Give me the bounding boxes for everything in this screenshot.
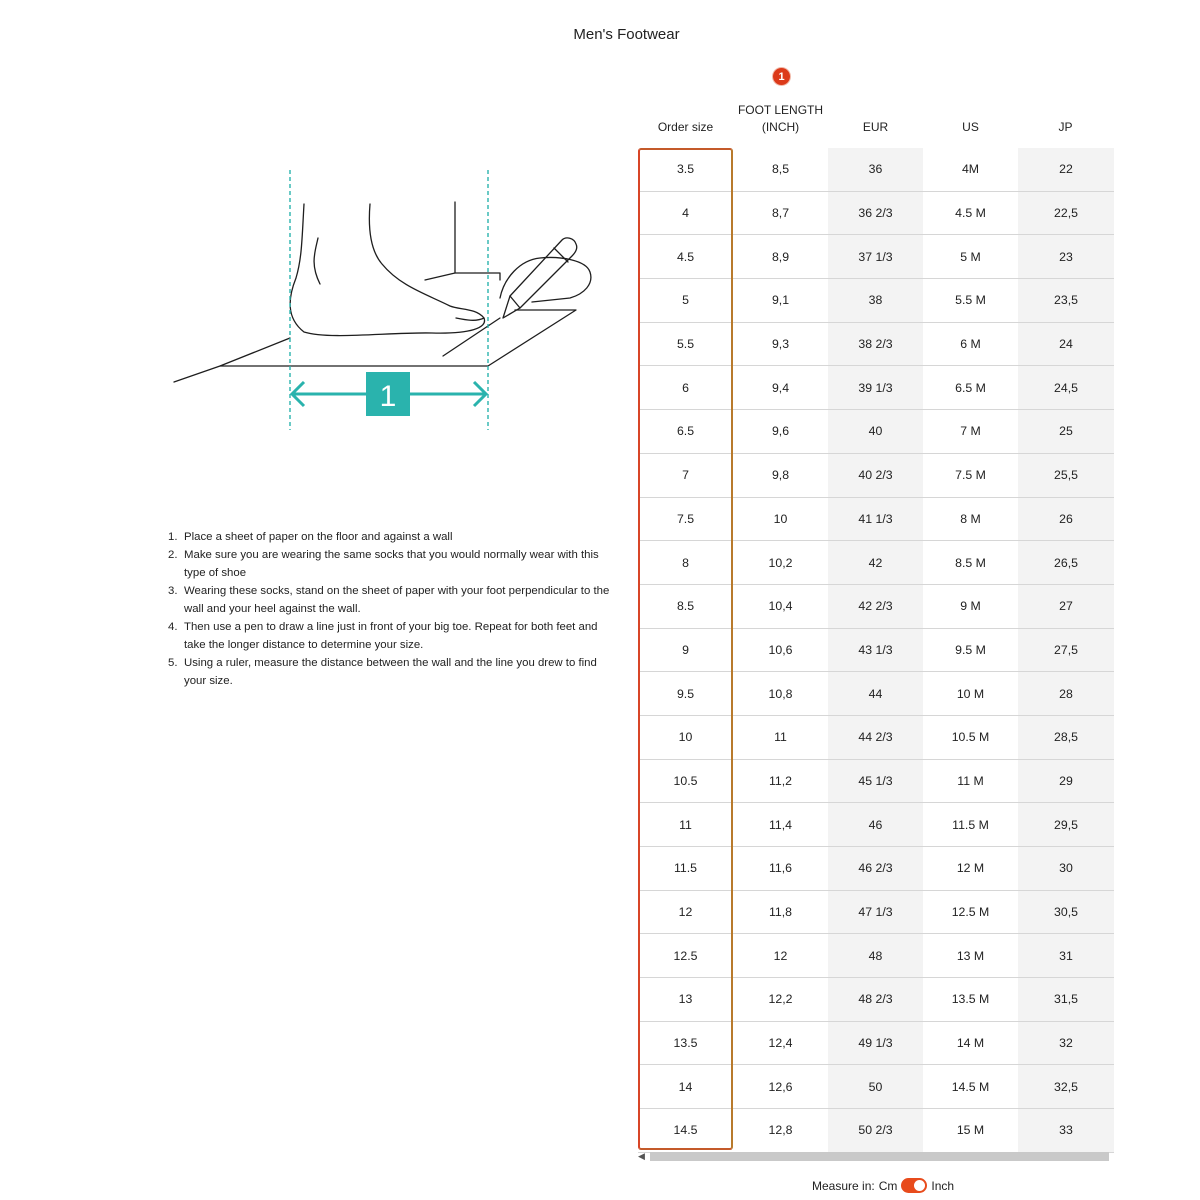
measure-option-inch[interactable]: Inch	[931, 1178, 955, 1193]
foot-length-cell: 10,6	[768, 642, 793, 657]
foot-length-cell: 8,7	[771, 206, 790, 221]
foot-length-cell: 8,5	[771, 162, 790, 177]
foot-length-cell: 9,3	[771, 337, 790, 352]
eur-cell: 43 1/3	[828, 629, 923, 672]
measure-unit-toggle-group	[812, 1178, 954, 1193]
eur-cell: 46	[828, 803, 923, 846]
table-row	[638, 1065, 1114, 1109]
foot-length-cell: 12,2	[768, 992, 793, 1007]
foot-length-cell: 9,8	[771, 468, 790, 483]
order-size-cell: 6.5	[676, 424, 695, 439]
foot-length-cell: 10,8	[768, 686, 793, 701]
table-row	[638, 498, 1114, 542]
us-cell: 10 M	[956, 686, 985, 701]
measure-option-cm[interactable]: Cm	[878, 1178, 898, 1193]
us-cell: 12 M	[956, 861, 985, 876]
header-order-size: Order size	[657, 120, 714, 134]
order-size-cell: 11.5	[673, 861, 698, 876]
foot-measure-illustration	[170, 168, 600, 438]
eur-cell: 44	[828, 672, 923, 715]
table-row	[638, 978, 1114, 1022]
jp-cell: 24,5	[1018, 366, 1114, 409]
foot-length-cell: 12	[773, 948, 788, 963]
jp-cell: 32,5	[1018, 1065, 1114, 1108]
table-row	[638, 760, 1114, 804]
order-size-cell: 8	[682, 555, 689, 570]
jp-cell: 29,5	[1018, 803, 1114, 846]
table-row	[638, 847, 1114, 891]
us-cell: 14.5 M	[951, 1079, 990, 1094]
jp-cell: 24	[1018, 323, 1114, 366]
scrollbar-thumb[interactable]	[650, 1152, 1109, 1161]
order-size-cell: 5.5	[676, 337, 695, 352]
us-cell: 12.5 M	[951, 905, 990, 920]
order-size-cell: 5	[682, 293, 689, 308]
header-foot-length: FOOT LENGTH (INCH)	[737, 103, 824, 134]
foot-length-cell: 11,4	[768, 817, 793, 832]
instruction-item: 2. Make sure you are wearing the same socks that you would normally wear with this type of shoe	[168, 549, 599, 579]
eur-cell: 38 2/3	[828, 323, 923, 366]
table-row	[638, 1109, 1114, 1153]
us-cell: 15 M	[956, 1123, 985, 1138]
instruction-item: 4. Then use a pen to draw a line just in front of your big toe. Repeat for both feet and take the longer distance to determine your size.	[168, 621, 598, 651]
table-row	[638, 934, 1114, 978]
foot-length-cell: 10	[773, 511, 788, 526]
jp-cell: 28,5	[1018, 716, 1114, 759]
order-size-cell: 10	[678, 730, 693, 745]
us-cell: 8.5 M	[955, 555, 986, 570]
jp-cell: 30	[1018, 847, 1114, 890]
table-row	[638, 410, 1114, 454]
order-size-cell: 11	[679, 817, 692, 832]
horizontal-scrollbar[interactable]	[638, 1152, 1114, 1162]
eur-cell: 41 1/3	[828, 498, 923, 541]
foot-length-cell: 9,1	[771, 293, 790, 308]
foot-length-cell: 9,6	[771, 424, 790, 439]
table-row	[638, 1022, 1114, 1066]
header-eur: EUR	[862, 120, 889, 134]
us-cell: 10.5 M	[951, 730, 990, 745]
foot-length-cell: 12,8	[768, 1123, 793, 1138]
order-size-cell: 12	[678, 905, 693, 920]
jp-cell: 22	[1018, 148, 1114, 191]
jp-cell: 23	[1018, 235, 1114, 278]
table-row	[638, 148, 1114, 192]
eur-cell: 37 1/3	[828, 235, 923, 278]
size-table-body	[638, 148, 1114, 1153]
jp-cell: 26,5	[1018, 541, 1114, 584]
foot-length-cell: 12,4	[768, 1036, 793, 1051]
table-row	[638, 629, 1114, 673]
us-cell: 4M	[961, 162, 980, 177]
jp-cell: 31	[1018, 934, 1114, 977]
eur-cell: 38	[828, 279, 923, 322]
us-cell: 8 M	[960, 511, 981, 526]
eur-cell: 46 2/3	[828, 847, 923, 890]
foot-length-cell: 12,6	[768, 1079, 793, 1094]
eur-cell: 40 2/3	[828, 454, 923, 497]
eur-cell: 47 1/3	[828, 891, 923, 934]
jp-cell: 30,5	[1018, 891, 1114, 934]
table-row	[638, 454, 1114, 498]
table-row	[638, 366, 1114, 410]
header-jp: JP	[1058, 120, 1073, 134]
instruction-item: 3. Wearing these socks, stand on the sheet of paper with your foot perpendicular to the wall and your heel against the wall.	[168, 585, 610, 615]
eur-cell: 42 2/3	[828, 585, 923, 628]
order-size-cell: 7.5	[676, 511, 695, 526]
jp-cell: 25	[1018, 410, 1114, 453]
foot-length-cell: 11,6	[768, 861, 793, 876]
jp-cell: 31,5	[1018, 978, 1114, 1021]
order-size-cell: 14.5	[673, 1123, 698, 1138]
foot-length-cell: 10,2	[768, 555, 793, 570]
jp-cell: 25,5	[1018, 454, 1114, 497]
eur-cell: 49 1/3	[828, 1022, 923, 1065]
us-cell: 11 M	[957, 773, 984, 788]
order-size-cell: 9	[682, 642, 689, 657]
us-cell: 7 M	[960, 424, 981, 439]
foot-length-cell: 9,4	[771, 380, 790, 395]
order-size-cell: 13	[678, 992, 693, 1007]
order-size-cell: 12.5	[673, 948, 698, 963]
us-cell: 13.5 M	[951, 992, 990, 1007]
table-row	[638, 192, 1114, 236]
eur-cell: 36 2/3	[828, 192, 923, 235]
jp-cell: 26	[1018, 498, 1114, 541]
jp-cell: 29	[1018, 760, 1114, 803]
measure-label: Measure in:	[812, 1178, 875, 1193]
size-table-header	[638, 98, 1114, 146]
instruction-item: 5. Using a ruler, measure the distance between the wall and the line you drew to find your size.	[168, 657, 597, 687]
step-badge: 1	[773, 68, 790, 85]
us-cell: 13 M	[956, 948, 985, 963]
table-row	[638, 541, 1114, 585]
order-size-cell: 3.5	[676, 162, 695, 177]
order-size-cell: 13.5	[673, 1036, 698, 1051]
foot-length-cell: 11,2	[768, 773, 793, 788]
order-size-cell: 4	[682, 206, 689, 221]
foot-length-cell: 8,9	[771, 249, 790, 264]
us-cell: 7.5 M	[955, 468, 986, 483]
us-cell: 5.5 M	[955, 293, 986, 308]
jp-cell: 22,5	[1018, 192, 1114, 235]
foot-length-cell: 10,4	[768, 599, 793, 614]
step-one-label: 1	[379, 380, 397, 413]
order-size-cell: 6	[682, 380, 689, 395]
us-cell: 14 M	[956, 1036, 985, 1051]
table-row	[638, 716, 1114, 760]
order-size-cell: 9.5	[676, 686, 695, 701]
table-row	[638, 279, 1114, 323]
order-size-cell: 4.5	[676, 249, 695, 264]
us-cell: 9 M	[960, 599, 981, 614]
order-size-cell: 8.5	[676, 599, 695, 614]
jp-cell: 32	[1018, 1022, 1114, 1065]
jp-cell: 27	[1018, 585, 1114, 628]
order-size-cell: 10.5	[673, 773, 698, 788]
jp-cell: 27,5	[1018, 629, 1114, 672]
us-cell: 6.5 M	[955, 380, 986, 395]
table-row	[638, 803, 1114, 847]
us-cell: 4.5 M	[955, 206, 986, 221]
instructions-list	[168, 528, 618, 690]
eur-cell: 50	[828, 1065, 923, 1108]
jp-cell: 23,5	[1018, 279, 1114, 322]
header-us: US	[962, 120, 979, 134]
eur-cell: 39 1/3	[828, 366, 923, 409]
table-row	[638, 585, 1114, 629]
table-row	[638, 891, 1114, 935]
jp-cell: 28	[1018, 672, 1114, 715]
us-cell: 6 M	[960, 337, 981, 352]
us-cell: 11.5 M	[952, 817, 989, 832]
eur-cell: 44 2/3	[828, 716, 923, 759]
table-row	[638, 323, 1114, 367]
foot-length-cell: 11	[774, 730, 787, 745]
eur-cell: 45 1/3	[828, 760, 923, 803]
jp-cell: 33	[1018, 1109, 1114, 1152]
eur-cell: 40	[828, 410, 923, 453]
table-row	[638, 672, 1114, 716]
foot-length-cell: 11,8	[768, 905, 793, 920]
eur-cell: 50 2/3	[828, 1109, 923, 1152]
eur-cell: 48 2/3	[828, 978, 923, 1021]
order-size-cell: 7	[682, 468, 689, 483]
scroll-left-icon[interactable]: ◀	[638, 1151, 645, 1161]
us-cell: 5 M	[960, 249, 981, 264]
eur-cell: 48	[828, 934, 923, 977]
instruction-item: 1. Place a sheet of paper on the floor and against a wall	[168, 531, 453, 543]
eur-cell: 36	[828, 148, 923, 191]
page-title: Men's Footwear	[573, 26, 680, 43]
table-row	[638, 235, 1114, 279]
unit-toggle[interactable]	[901, 1178, 927, 1193]
eur-cell: 42	[828, 541, 923, 584]
order-size-cell: 14	[678, 1079, 693, 1094]
us-cell: 9.5 M	[955, 642, 986, 657]
